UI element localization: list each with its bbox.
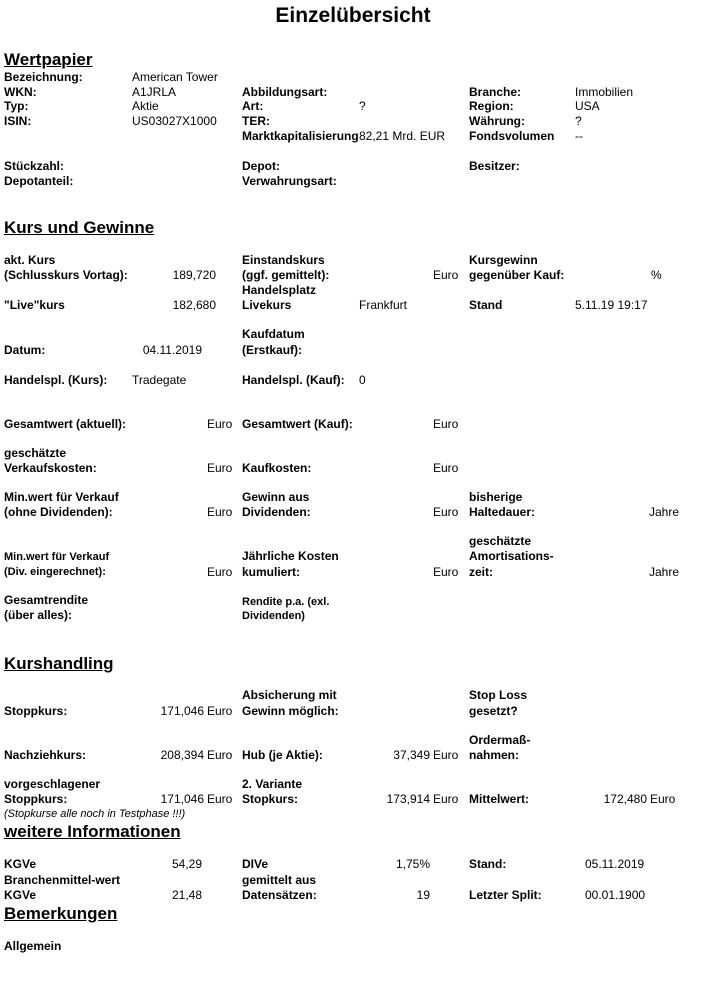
- ordermassnahmen-label: Ordermaß-: [469, 733, 531, 747]
- livekurs-label: "Live"kurs: [4, 298, 65, 312]
- kursgewinn-label: Kursgewinn: [469, 253, 538, 267]
- letzter-split-value: 00.01.1900: [585, 888, 646, 902]
- handelsplatz-kauf-value: 0: [359, 373, 366, 387]
- isin-label: ISIN:: [4, 114, 32, 128]
- testphase-note: (Stopkurse alle noch in Testphase !!!): [4, 808, 186, 820]
- amortisation-unit: Jahre: [649, 565, 680, 579]
- handelsplatz-livekurs-value: Frankfurt: [359, 298, 408, 312]
- waehrung-value: ?: [575, 114, 582, 128]
- einstandskurs-label: Einstandskurs: [242, 253, 325, 267]
- vorgeschlagener-stoppkurs-label-2: Stoppkurs:: [4, 792, 68, 806]
- section-heading-kurshandling: Kurshandling: [4, 654, 114, 673]
- absicherung-label: Absicherung mit: [242, 688, 337, 702]
- art-label: Art:: [242, 99, 264, 113]
- besitzer-label: Besitzer:: [469, 159, 520, 173]
- datum-value: 04.11.2019: [142, 343, 202, 357]
- variante2-stopkurs-label: Stopkurs:: [242, 792, 299, 806]
- hub-value: 37,349: [393, 748, 430, 762]
- verkaufskosten-label: geschätzte: [4, 446, 67, 460]
- akt-kurs-label-2: (Schlusskurs Vortag):: [4, 268, 128, 282]
- mittelwert-value: 172,480: [603, 792, 647, 806]
- kaufkosten-label: Kaufkosten:: [242, 461, 312, 475]
- verkaufskosten-label-2: Verkaufskosten:: [4, 461, 97, 475]
- bezeichnung-label: Bezeichnung:: [4, 70, 83, 84]
- minwert-div-label-2: (Div. eingerechnet):: [4, 566, 106, 578]
- minwert-div-label: Min.wert für Verkauf: [4, 551, 110, 563]
- dive-value: 1,75%: [395, 857, 430, 871]
- stoploss-label: Stop Loss: [469, 688, 528, 702]
- typ-value: Aktie: [132, 99, 159, 113]
- einstandskurs-unit: Euro: [433, 268, 459, 282]
- verkaufskosten-unit: Euro: [207, 461, 233, 475]
- fondsvolumen-label: Fondsvolumen: [469, 129, 555, 143]
- branchenmittel-value: 21,48: [171, 888, 202, 902]
- handelsplatz-livekurs-label: Handelsplatz: [242, 283, 317, 297]
- stueckzahl-label: Stückzahl:: [4, 159, 65, 173]
- handelsplatz-kurs-value: Tradegate: [132, 373, 187, 387]
- gesamtwert-kauf-unit: Euro: [433, 417, 459, 431]
- stand-value: 5.11.19 19:17: [575, 298, 648, 312]
- amortisation-label-2: Amortisations-: [469, 549, 554, 563]
- ordermassnahmen-label-2: nahmen:: [469, 748, 520, 762]
- kaufdatum-label-2: (Erstkauf):: [242, 343, 303, 357]
- art-value: ?: [359, 99, 366, 113]
- ter-label: TER:: [242, 114, 270, 128]
- wkn-value: A1JRLA: [132, 85, 177, 99]
- minwert-verkauf-label-2: (ohne Dividenden):: [4, 505, 113, 519]
- kursgewinn-unit: %: [651, 268, 662, 282]
- rendite-pa-label: Rendite p.a. (exl.: [242, 596, 330, 608]
- minwert-verkauf-label: Min.wert für Verkauf: [4, 490, 119, 504]
- marktkap-value: 82,21 Mrd. EUR: [359, 129, 446, 143]
- jaehrliche-kosten-unit: Euro: [433, 565, 459, 579]
- marktkap-label: Marktkapitalisierung: [242, 129, 359, 143]
- fondsvolumen-value: --: [575, 129, 583, 143]
- branchenmittel-label: Branchenmittel-wert: [4, 873, 121, 887]
- rendite-pa-label-2: Dividenden): [242, 610, 305, 622]
- handelsplatz-kurs-label: Handelspl. (Kurs):: [4, 373, 108, 387]
- akt-kurs-label: akt. Kurs: [4, 253, 56, 267]
- section-heading-kurs: Kurs und Gewinne: [4, 218, 155, 237]
- jaehrliche-kosten-label-2: kumuliert:: [242, 565, 301, 579]
- bezeichnung-value: American Tower: [132, 70, 218, 84]
- stoppkurs-label: Stoppkurs:: [4, 704, 68, 718]
- section-heading-weitere: weitere Informationen: [4, 822, 181, 841]
- einstandskurs-label-2: (ggf. gemittelt):: [242, 268, 330, 282]
- abbildungsart-label: Abbildungsart:: [242, 85, 328, 99]
- mittelwert-unit: Euro: [650, 792, 676, 806]
- branchenmittel-label-2: KGVe: [4, 888, 37, 902]
- kaufkosten-unit: Euro: [433, 461, 459, 475]
- page-title: Einzelübersicht: [275, 4, 431, 27]
- dive-label: DIVe: [242, 857, 269, 871]
- stoppkurs-value: 171,046: [160, 704, 204, 718]
- section-heading-bemerkungen: Bemerkungen: [4, 904, 118, 923]
- gewinn-dividenden-unit: Euro: [433, 505, 459, 519]
- letzter-split-label: Letzter Split:: [469, 888, 542, 902]
- variante2-label: 2. Variante: [242, 777, 303, 791]
- gesamtrendite-label-2: (über alles):: [4, 608, 73, 622]
- amortisation-label-3: zeit:: [469, 565, 493, 579]
- mittelwert-label: Mittelwert:: [469, 792, 529, 806]
- absicherung-label-2: Gewinn möglich:: [242, 704, 339, 718]
- gesamtwert-kauf-label: Gesamtwert (Kauf):: [242, 417, 353, 431]
- vorgeschlagener-stoppkurs-label: vorgeschlagener: [4, 777, 101, 791]
- wkn-label: WKN:: [4, 85, 37, 99]
- minwert-verkauf-unit: Euro: [207, 505, 233, 519]
- typ-label: Typ:: [4, 99, 29, 113]
- stoppkurs-unit: Euro: [207, 704, 233, 718]
- depot-label: Depot:: [242, 159, 280, 173]
- gemittelt-label-2: Datensätzen:: [242, 888, 317, 902]
- hub-label: Hub (je Aktie):: [242, 748, 323, 762]
- haltedauer-unit: Jahre: [649, 505, 680, 519]
- verwahrungsart-label: Verwahrungsart:: [242, 174, 337, 188]
- stand-info-value: 05.11.2019: [585, 857, 645, 871]
- waehrung-label: Währung:: [469, 114, 525, 128]
- nachziehkurs-label: Nachziehkurs:: [4, 748, 87, 762]
- region-value: USA: [575, 99, 600, 113]
- livekurs-value: 182,680: [172, 298, 216, 312]
- akt-kurs-value: 189,720: [172, 268, 216, 282]
- section-heading-wertpapier: Wertpapier: [4, 50, 93, 69]
- gesamtrendite-label: Gesamtrendite: [4, 593, 89, 607]
- vorgeschlagener-stoppkurs-value: 171,046: [160, 792, 204, 806]
- amortisation-label: geschätzte: [469, 534, 532, 548]
- kgve-value: 54,29: [171, 857, 202, 871]
- vorgeschlagener-stoppkurs-unit: Euro: [207, 792, 233, 806]
- kaufdatum-label: Kaufdatum: [242, 327, 305, 341]
- stand-info-label: Stand:: [469, 857, 507, 871]
- stand-label: Stand: [469, 298, 503, 312]
- region-label: Region:: [469, 99, 514, 113]
- haltedauer-label: bisherige: [469, 490, 523, 504]
- gewinn-dividenden-label-2: Dividenden:: [242, 505, 311, 519]
- jaehrliche-kosten-label: Jährliche Kosten: [242, 549, 339, 563]
- minwert-div-unit: Euro: [207, 565, 233, 579]
- branche-label: Branche:: [469, 85, 522, 99]
- datum-label: Datum:: [4, 343, 46, 357]
- gewinn-dividenden-label: Gewinn aus: [242, 490, 310, 504]
- nachziehkurs-unit: Euro: [207, 748, 233, 762]
- hub-unit: Euro: [433, 748, 459, 762]
- gemittelt-label: gemittelt aus: [242, 873, 317, 887]
- handelsplatz-kauf-label: Handelspl. (Kauf):: [242, 373, 345, 387]
- isin-value: US03027X1000: [132, 114, 217, 128]
- kursgewinn-label-2: gegenüber Kauf:: [469, 268, 565, 282]
- branche-value: Immobilien: [575, 85, 634, 99]
- stoploss-label-2: gesetzt?: [469, 704, 518, 718]
- gesamtwert-aktuell-unit: Euro: [207, 417, 233, 431]
- variante2-stopkurs-value: 173,914: [386, 792, 430, 806]
- variante2-stopkurs-unit: Euro: [433, 792, 459, 806]
- allgemein-label: Allgemein: [4, 939, 62, 953]
- gemittelt-value: 19: [416, 888, 430, 902]
- nachziehkurs-value: 208,394: [160, 748, 204, 762]
- haltedauer-label-2: Haltedauer:: [469, 505, 536, 519]
- handelsplatz-livekurs-label-2: Livekurs: [242, 298, 292, 312]
- depotanteil-label: Depotanteil:: [4, 174, 74, 188]
- gesamtwert-aktuell-label: Gesamtwert (aktuell):: [4, 417, 127, 431]
- kgve-label: KGVe: [4, 857, 37, 871]
